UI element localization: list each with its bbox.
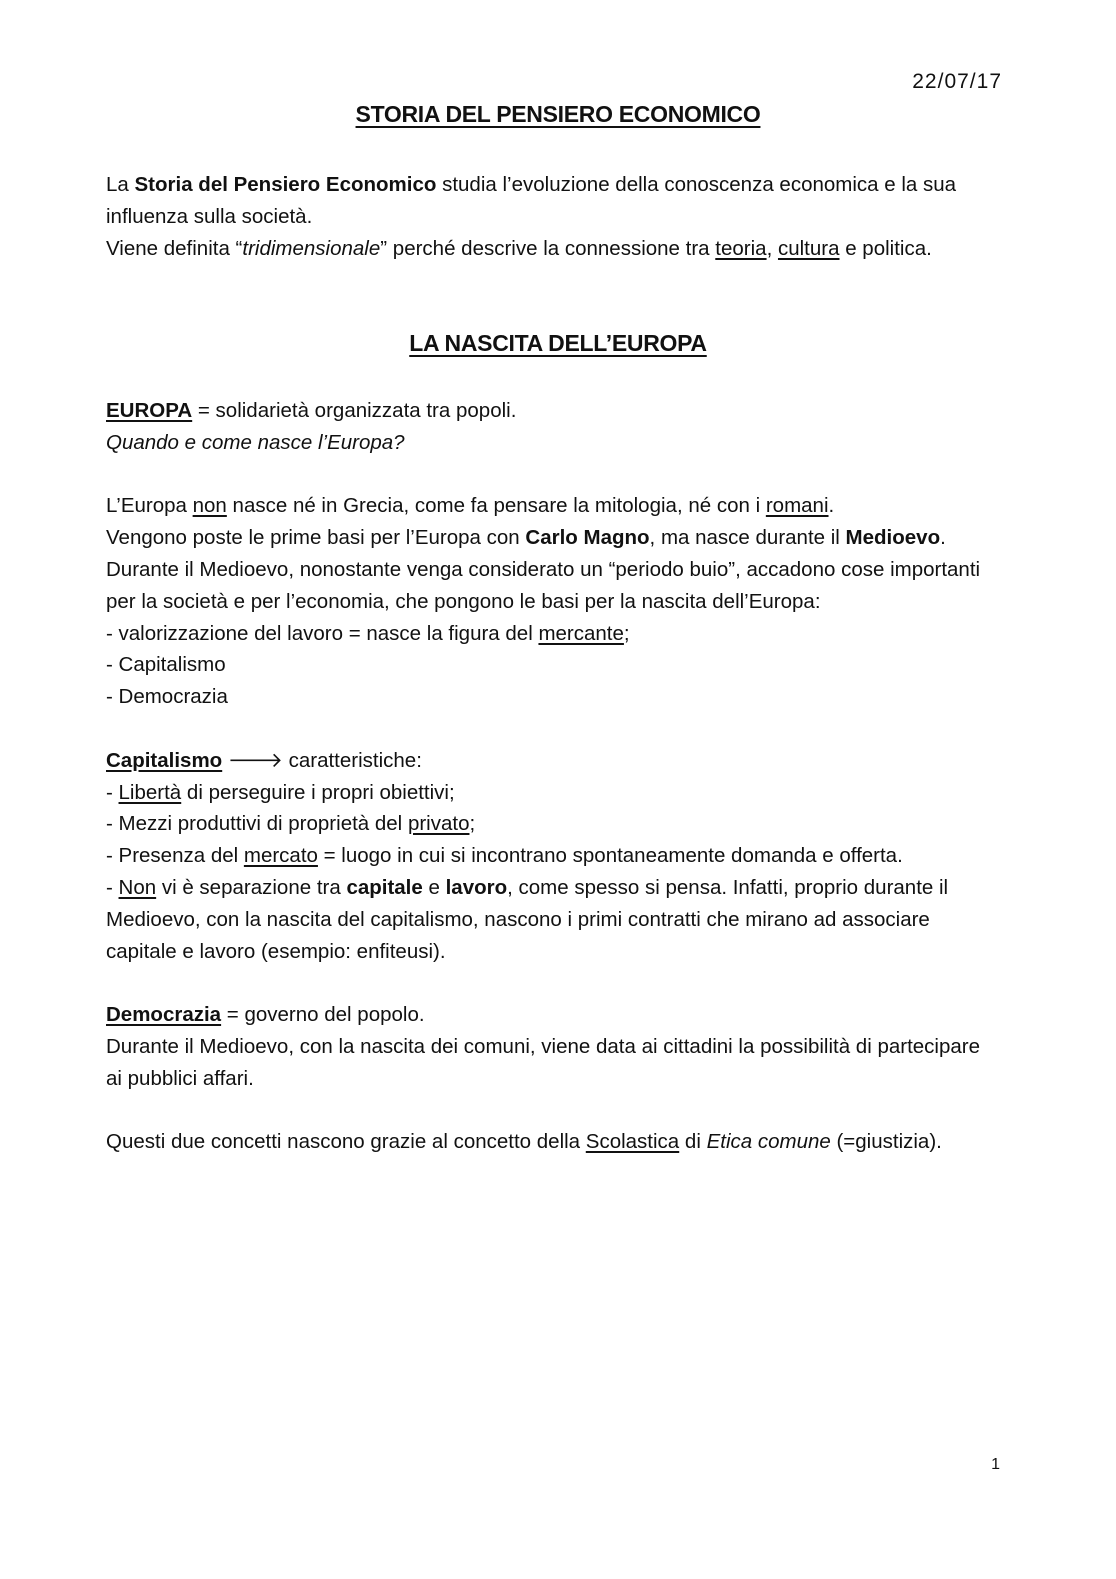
europa-question: Quando e come nasce l’Europa?: [106, 430, 405, 454]
capitalismo-heading: Capitalismo 🡒 caratteristiche:: [106, 748, 422, 772]
intro-definition: Viene definita “tridimensionale” perché descrive la connessione tra teoria, cultura e politica.: [106, 236, 932, 260]
list-item: - Presenza del mercato = luogo in cui si incontrano spontaneamente domanda e offerta.: [106, 844, 903, 868]
list-item: - Democrazia: [106, 685, 228, 709]
list-item: - Non vi è separazione tra capitale e lavoro, come spesso si pensa. Infatti, proprio durante il Medioevo, con la nascita del capitalismo, nascono i primi contratti che mirano ad associare capitale e lavoro (esempio: enfiteusi).: [106, 875, 949, 963]
closing-paragraph: Questi due concetti nascono grazie al concetto della Scolastica di Etica comune (=giustizia).: [106, 1130, 942, 1154]
paragraph-origin: L’Europa non nasce né in Grecia, come fa pensare la mitologia, né con i romani.: [106, 494, 835, 518]
list-item: - Mezzi produttivi di proprietà del privato;: [106, 812, 476, 836]
document-date: 22/07/17: [912, 70, 1002, 93]
europa-definition: EUROPA = solidarietà organizzata tra popoli.: [106, 399, 517, 422]
democrazia-text: Durante il Medioevo, con la nascita dei comuni, viene data ai cittadini la possibilità di partecipare ai pubblici affari.: [106, 1034, 981, 1090]
intro-paragraph: La Storia del Pensiero Economico studia l’evoluzione della conoscenza economica e la sua influenza sulla società.: [106, 173, 957, 228]
section-title: LA NASCITA DELL’EUROPA: [409, 330, 707, 356]
page-number: 1: [991, 1456, 1000, 1473]
intro-section: [106, 169, 998, 264]
democrazia-definition: Democrazia = governo del popolo.: [106, 1003, 425, 1027]
document-title: STORIA DEL PENSIERO ECONOMICO: [355, 101, 761, 127]
list-item: - Libertà di perseguire i propri obiettivi;: [106, 780, 455, 804]
paragraph-carlo-magno: Vengono poste le prime basi per l’Europa con Carlo Magno, ma nasce durante il Medioevo.: [106, 526, 946, 550]
main-body: [106, 395, 998, 1158]
arrow-right-icon: 🡒: [227, 748, 283, 772]
list-item: - Capitalismo: [106, 653, 226, 677]
paragraph-medioevo: Durante il Medioevo, nonostante venga considerato un “periodo buio”, accadono cose importanti per la società e per l’economia, che pongono le basi per la nascita dell’Europa:: [106, 557, 981, 613]
list-item: - valorizzazione del lavoro = nasce la figura del mercante;: [106, 621, 630, 645]
